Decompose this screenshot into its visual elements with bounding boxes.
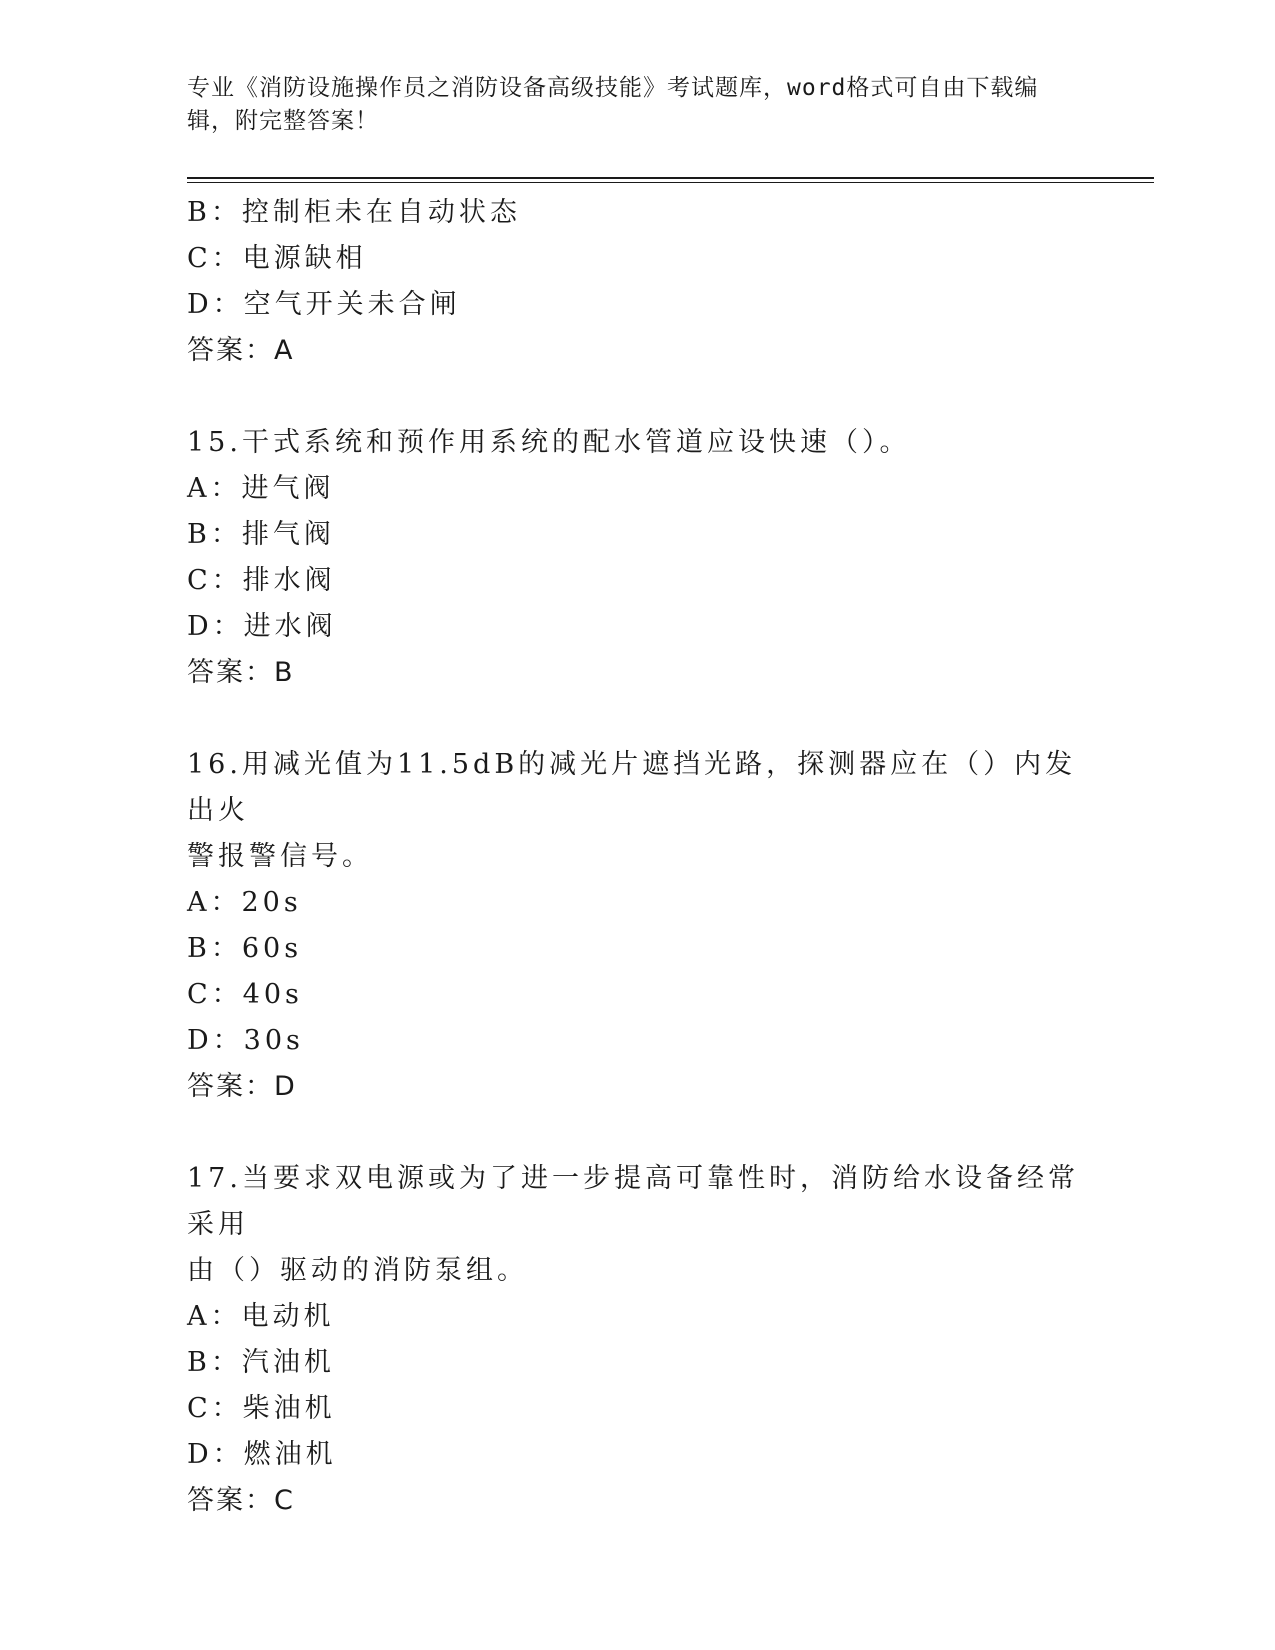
option-b: B：控制柜未在自动状态 — [187, 197, 521, 228]
question-text: 15.干式系统和预作用系统的配水管道应设快速（）。 — [187, 427, 911, 458]
question-16 — [187, 742, 1087, 1110]
answer-line: 答案：B — [187, 657, 295, 688]
option-c: C：40s — [187, 979, 303, 1010]
option-b: B：排气阀 — [187, 519, 335, 550]
answer-line: 答案：D — [187, 1071, 297, 1102]
option-d: D：燃油机 — [187, 1439, 337, 1470]
spacer — [187, 1110, 1087, 1156]
header-rule-thin — [187, 182, 1154, 183]
question-15 — [187, 420, 1087, 696]
option-b: B：60s — [187, 933, 303, 964]
option-a: A：20s — [187, 887, 302, 918]
option-c: C：柴油机 — [187, 1393, 336, 1424]
question-17 — [187, 1156, 1087, 1524]
option-d: D：进水阀 — [187, 611, 337, 642]
answer-line: 答案：C — [187, 1485, 295, 1516]
question-14-partial — [187, 190, 1087, 374]
question-content — [187, 190, 1087, 1524]
option-d: D：空气开关未合闸 — [187, 289, 461, 320]
header-rule — [187, 177, 1154, 179]
document-header: 专业《消防设施操作员之消防设备高级技能》考试题库，word格式可自由下载编辑，附完整答案！ — [187, 75, 1039, 134]
option-c: C：排水阀 — [187, 565, 336, 596]
option-a: A：电动机 — [187, 1301, 335, 1332]
option-d: D：30s — [187, 1025, 304, 1056]
spacer — [187, 374, 1087, 420]
question-text: 16.用减光值为11.5dB的减光片遮挡光路，探测器应在（）内发出火 警报警信号。 — [187, 749, 1077, 872]
answer-line: 答案：A — [187, 335, 295, 366]
option-a: A：进气阀 — [187, 473, 335, 504]
option-b: B：汽油机 — [187, 1347, 335, 1378]
option-c: C：电源缺相 — [187, 243, 367, 274]
question-text: 17.当要求双电源或为了进一步提高可靠性时，消防给水设备经常采用 由（）驱动的消防泵组。 — [187, 1163, 1079, 1286]
spacer — [187, 696, 1087, 742]
